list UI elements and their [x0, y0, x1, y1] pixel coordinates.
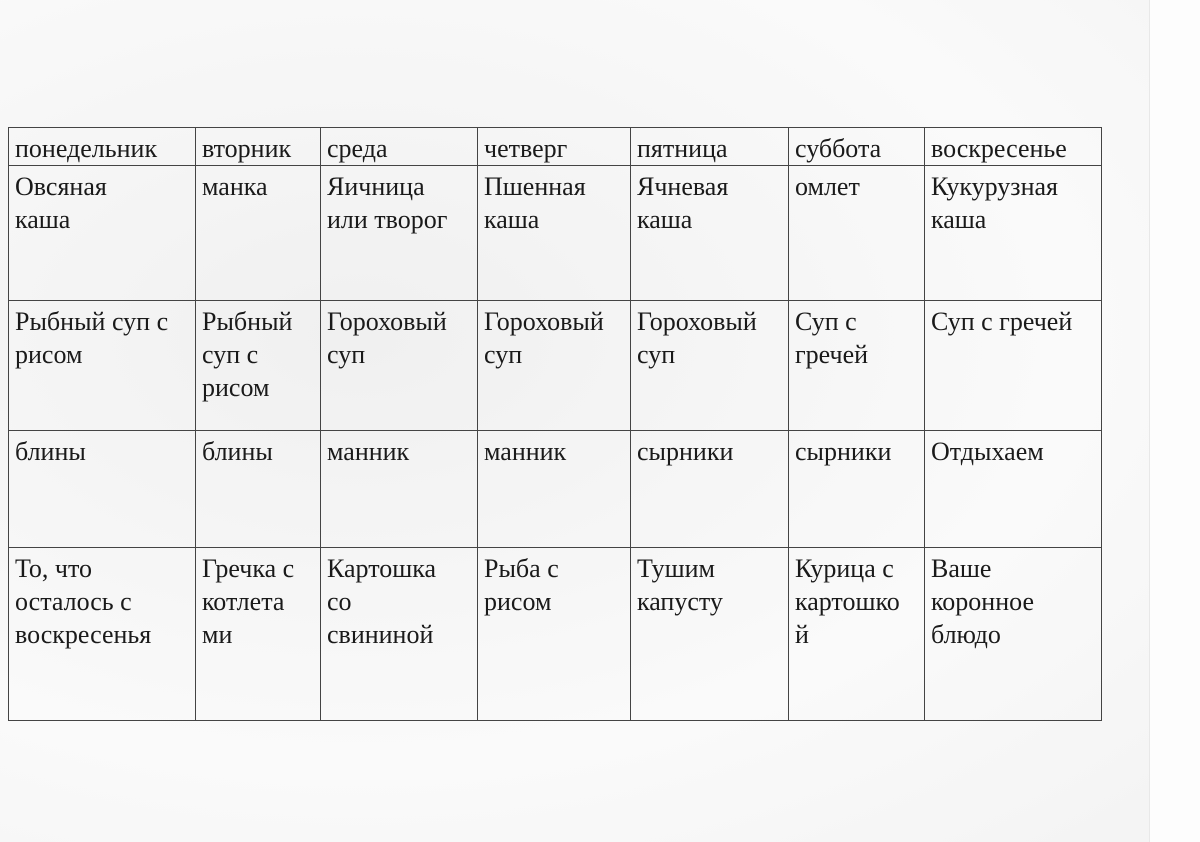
meal-cell: Рыба с рисом — [478, 548, 631, 721]
meal-cell: Картошка со свининой — [321, 548, 478, 721]
meal-cell: манник — [321, 431, 478, 548]
meal-cell: Гороховый суп — [631, 301, 789, 431]
meal-cell: Кукурузная каша — [925, 166, 1102, 301]
meal-cell: Гречка с котлета ми — [196, 548, 321, 721]
day-header: пятница — [631, 128, 789, 166]
meal-cell: Рыбный суп с рисом — [9, 301, 196, 431]
day-header: воскресенье — [925, 128, 1102, 166]
meal-cell: манник — [478, 431, 631, 548]
meal-cell: Ячневая каша — [631, 166, 789, 301]
meal-row — [9, 431, 1102, 548]
meal-cell: Яичница или творог — [321, 166, 478, 301]
day-header: понедельник — [9, 128, 196, 166]
day-header: четверг — [478, 128, 631, 166]
meal-cell: Рыбный суп с рисом — [196, 301, 321, 431]
day-header: среда — [321, 128, 478, 166]
day-header: суббота — [789, 128, 925, 166]
meal-cell: Отдыхаем — [925, 431, 1102, 548]
meal-cell: сырники — [789, 431, 925, 548]
header-row — [9, 128, 1102, 166]
meal-row — [9, 548, 1102, 721]
meal-cell: блины — [9, 431, 196, 548]
meal-cell: сырники — [631, 431, 789, 548]
meal-cell: Гороховый суп — [478, 301, 631, 431]
day-header: вторник — [196, 128, 321, 166]
meal-cell: Суп с гречей — [789, 301, 925, 431]
meal-cell: Овсяная каша — [9, 166, 196, 301]
meal-cell: Гороховый суп — [321, 301, 478, 431]
meal-cell: манка — [196, 166, 321, 301]
meal-cell: То, что осталось с воскресенья — [9, 548, 196, 721]
meal-cell: Пшенная каша — [478, 166, 631, 301]
meal-cell: Тушим капусту — [631, 548, 789, 721]
page-edge — [1149, 0, 1200, 842]
meal-cell: Ваше коронное блюдо — [925, 548, 1102, 721]
meal-cell: Курица с картошко й — [789, 548, 925, 721]
meal-row — [9, 301, 1102, 431]
meal-cell: блины — [196, 431, 321, 548]
meal-cell: омлет — [789, 166, 925, 301]
meal-row — [9, 166, 1102, 301]
meal-cell: Суп с гречей — [925, 301, 1102, 431]
weekly-menu-table — [8, 127, 1102, 721]
